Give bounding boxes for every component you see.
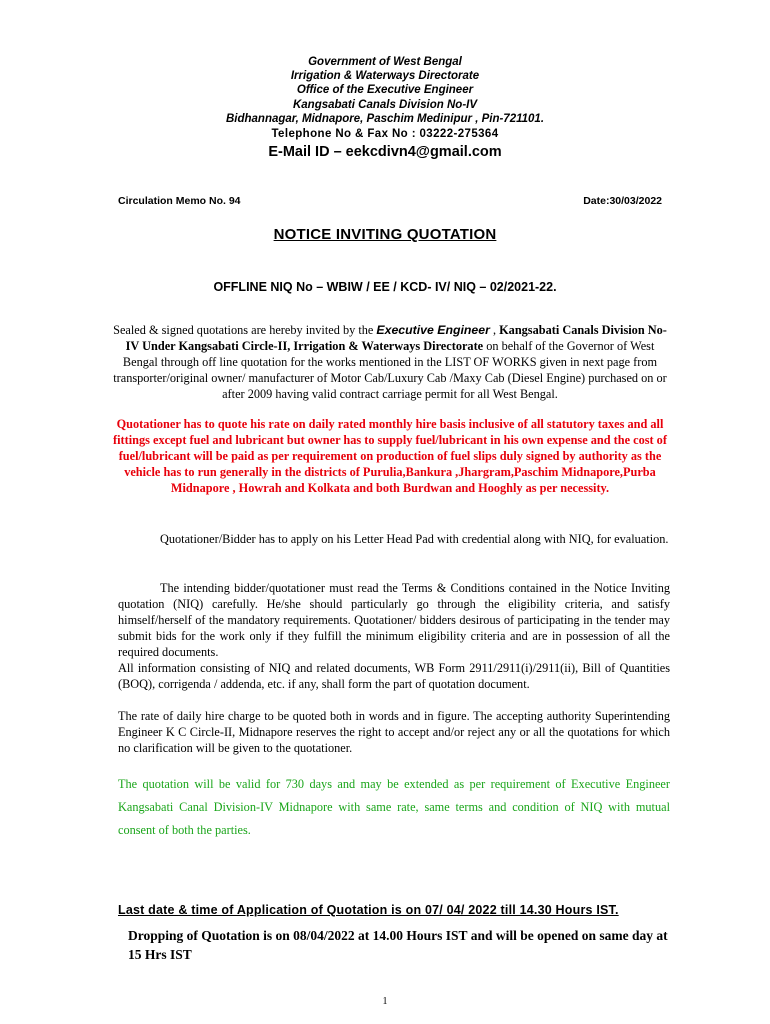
intro-paragraph xyxy=(110,322,670,402)
rate-text: The rate of daily hire charge to be quoted both in words and in figure. The accepting authority Superintending Engineer K C Circle-II, Midnapore reserves the right to accept and/or reject any or all the quotations for which no clarification will be given to the quotationer. xyxy=(118,709,670,755)
red-notice-paragraph: Quotationer has to quote his rate on daily rated monthly hire basis inclusive of all statutory taxes and all fittings except fuel and lubricant but owner has to supply fuel/lubricant in his own expense and the cost of fuel/lubricant will be paid as per requirement on production of fuel slips duly signed by authority as the vehicle has to run generally in the districts of Purulia,Bankura ,Jhargram,Paschim Midnapore,Purba Midnapore , Howrah and Kolkata and both Burdwan and Hooghly as per necessity. xyxy=(113,417,667,495)
apply-text: Quotationer/Bidder has to apply on his Letter Head Pad with credential along with NIQ, for evaluation. xyxy=(160,532,669,546)
apply-paragraph xyxy=(118,531,670,547)
intro-text-3: on behalf of the Governor of West Bengal through off line quotation for the works mentioned in the LIST OF WORKS given in next page from transporter/original owner/ manufacturer of Motor Cab/Luxury Cab /Maxy Cab (Diesel Engine) purchased on or after 2009 having valid contract carriage permit for all West Bengal. xyxy=(113,339,667,401)
last-date-line: Last date & time of Application of Quotation is on 07/ 04/ 2022 till 14.30 Hours IST. xyxy=(118,903,619,917)
intro-bold-division: Kangsabati Canals Division No-IV Under Kangsabati Circle-II, Irrigation & Waterways Directorate xyxy=(125,323,667,353)
info-text: All information consisting of NIQ and related documents, WB Form 2911/2911(i)/2911(ii), Bill of Quantities (BOQ), corrigenda / addenda, etc. if any, shall form the part of quotation document. xyxy=(118,661,670,691)
document-title: NOTICE INVITING QUOTATION xyxy=(273,226,497,243)
validity-text: The quotation will be valid for 730 days and may be extended as per requirement of Executive Engineer Kangsabati Canal Division-IV Midnapore with same rate, same terms and condition of NIQ with mutual consent of both the parties. xyxy=(118,777,670,837)
terms-text: The intending bidder/quotationer must read the Terms & Conditions contained in the Notice Inviting quotation (NIQ) carefully. He/she should particularly go through the eligibility criteria, and satisfy himself/herself of the mandatory requirements. Quotationer/ bidders desirous of participating in the tender may submit bids for the work only if they fulfill the minimum eligibility criteria and are in possession of all the required documents. xyxy=(118,581,670,659)
letterhead-line-office: Office of the Executive Engineer xyxy=(296,84,474,97)
page-number: 1 xyxy=(382,996,388,1007)
letterhead-line-government: Government of West Bengal xyxy=(308,56,462,68)
letterhead-line-address: Bidhannagar, Midnapore, Paschim Medinipur , Pin-721101. xyxy=(225,112,545,125)
letterhead-line-division: Kangsabati Canals Division No-IV xyxy=(292,98,478,111)
niq-number: OFFLINE NIQ No – WBIW / EE / KCD- IV/ NIQ – 02/2021-22. xyxy=(213,280,557,294)
terms-paragraph xyxy=(118,580,670,692)
letterhead xyxy=(0,55,770,160)
memo-date: Date:30/03/2022 xyxy=(583,195,662,207)
letterhead-telephone: Telephone No & Fax No : 03222-275364 xyxy=(271,128,499,141)
dropping-date-line: Dropping of Quotation is on 08/04/2022 at 14.00 Hours IST and will be opened on same day at 15 Hrs IST xyxy=(128,928,668,962)
letterhead-email: E-Mail ID – eekcdivn4@gmail.com xyxy=(268,144,502,161)
validity-paragraph xyxy=(118,773,670,842)
intro-text-1: Sealed & signed quotations are hereby invited by the xyxy=(113,323,377,337)
intro-text-2: , xyxy=(489,323,500,337)
intro-bold-authority: Executive Engineer xyxy=(376,323,490,337)
circulation-memo-number: Circulation Memo No. 94 xyxy=(118,195,241,207)
letterhead-line-directorate: Irrigation & Waterways Directorate xyxy=(290,70,480,83)
rate-paragraph xyxy=(118,708,670,756)
